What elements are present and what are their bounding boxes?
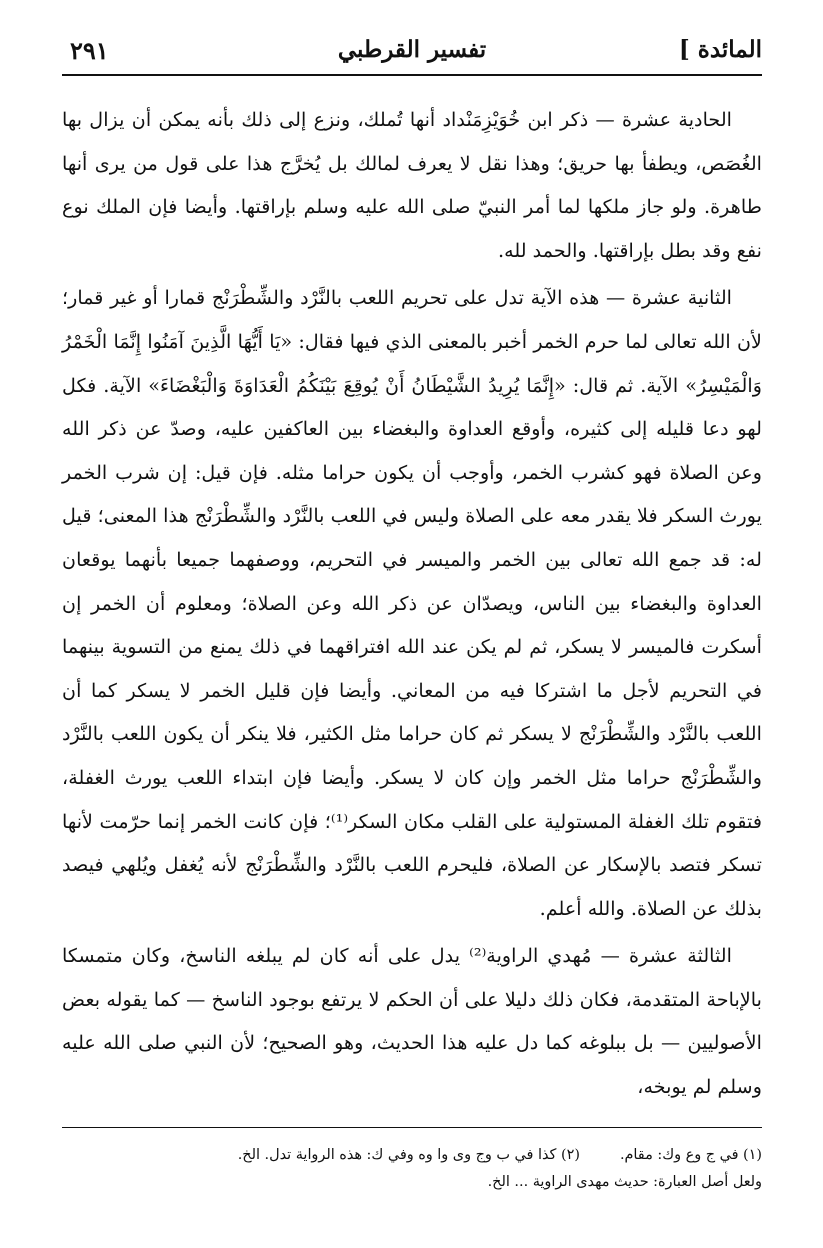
book-page	[62, 30, 762, 1220]
paragraph-thirteenth: الثالثة عشرة — مُهدي الراوية⁽²⁾ يدل على أنه كان لم يبلغه الناسخ، وكان متمسكا بالإباحة المتقدمة، فكان ذلك دليلا على أن الحكم لا يرتفع بوجود الناسخ — كما يقوله بعض الأصوليين — بل ببلوغه كما دل عليه هذا الحديث، وهو الصحيح؛ لأن النبي صلى الله عليه وسلم لم يوبخه،	[62, 944, 762, 1099]
book-title: تفسير القرطبي	[337, 36, 487, 63]
paragraph-eleventh: الحادية عشرة — ذكر ابن خُوَيْزِمَنْداد أنها تُملك، ونزع إلى ذلك بأنه يمكن أن يزال بها الغُصَص، ويطفأ بها حريق؛ وهذا نقل لا يعرف لمالك بل يُخرَّج هذا على قول من يرى أنها طاهرة. ولو جاز ملكها لما أمر النبيّ صلى الله عليه وسلم بإراقتها. وأيضا فإن الملك نوع نفع وقد بطل بإراقتها. والحمد لله.	[62, 108, 762, 262]
footnote-2: (٢) كذا في ب وج وى وا وه وفي ك: هذه الرواية تدل. الخ.	[237, 1146, 580, 1163]
footnote-1: (١) في ج وع وك: مقام.	[619, 1146, 762, 1163]
body-text	[62, 98, 762, 1109]
surah-name: المائدة ]	[678, 36, 762, 63]
footnote-2-continuation: ولعل أصل العبارة: حديث مهدى الراوية ... الخ.	[487, 1173, 762, 1190]
page-number: ٢٩١	[70, 36, 109, 65]
page-header	[62, 30, 762, 76]
paragraph-twelfth: الثانية عشرة — هذه الآية تدل على تحريم اللعب بالنَّرْد والشِّطْرَنْج قمارا أو غير قمار؛ لأن الله تعالى لما حرم الخمر أخبر بالمعنى الذي فيها فقال: «يَا أَيُّهَا الَّذِينَ آمَنُوا إِنَّمَا الْخَمْرُ وَالْمَيْسِرُ» الآية. ثم قال: «إِنَّمَا يُرِيدُ الشَّيْطَانُ أَنْ يُوقِعَ بَيْنَكُمُ الْعَدَاوَةَ وَالْبَغْضَاءَ» الآية. فكل لهو دعا قليله إلى كثيره، وأوقع العداوة والبغضاء بين العاكفين عليه، وصدّ عن ذكر الله وعن الصلاة فهو كشرب الخمر، وأوجب أن يكون حراما مثله. فإن قيل: إن شرب الخمر يورث السكر فلا يقدر معه على الصلاة وليس في اللعب بالنَّرْد والشِّطْرَنْج هذا المعنى؛ قيل له: قد جمع الله تعالى بين الخمر والميسر في التحريم، ووصفهما جميعا بأنهما يوقعان العداوة والبغضاء بين الناس، ويصدّان عن ذكر الله وعن الصلاة؛ ومعلوم أن الخمر إن أسكرت فالميسر لا يسكر، ثم لم يكن عند الله افتراقهما في ذلك يمنع من التسوية بينهما في التحريم لأجل ما اشتركا فيه من المعاني. وأيضا فإن قليل الخمر لا يسكر كما أن اللعب بالنَّرْد والشِّطْرَنْج لا يسكر ثم كان حراما مثل الكثير، فلا ينكر أن يكون اللعب بالنَّرْد والشِّطْرَنْج حراما مثل الخمر وإن كان لا يسكر. وأيضا فإن ابتداء اللعب يورث الغفلة، فتقوم تلك الغفلة المستولية على القلب مكان السكر⁽¹⁾؛ فإن كانت الخمر إنما حرّمت لأنها تسكر فتصد بالإسكار عن الصلاة، فليحرم اللعب بالنَّرْد والشِّطْرَنْج لأنه يُغفل ويُلهي فيصد بذلك عن الصلاة. والله أعلم.	[62, 286, 762, 920]
footnote-row	[62, 1142, 762, 1169]
footnotes	[62, 1142, 762, 1196]
footnote-divider	[62, 1127, 762, 1128]
